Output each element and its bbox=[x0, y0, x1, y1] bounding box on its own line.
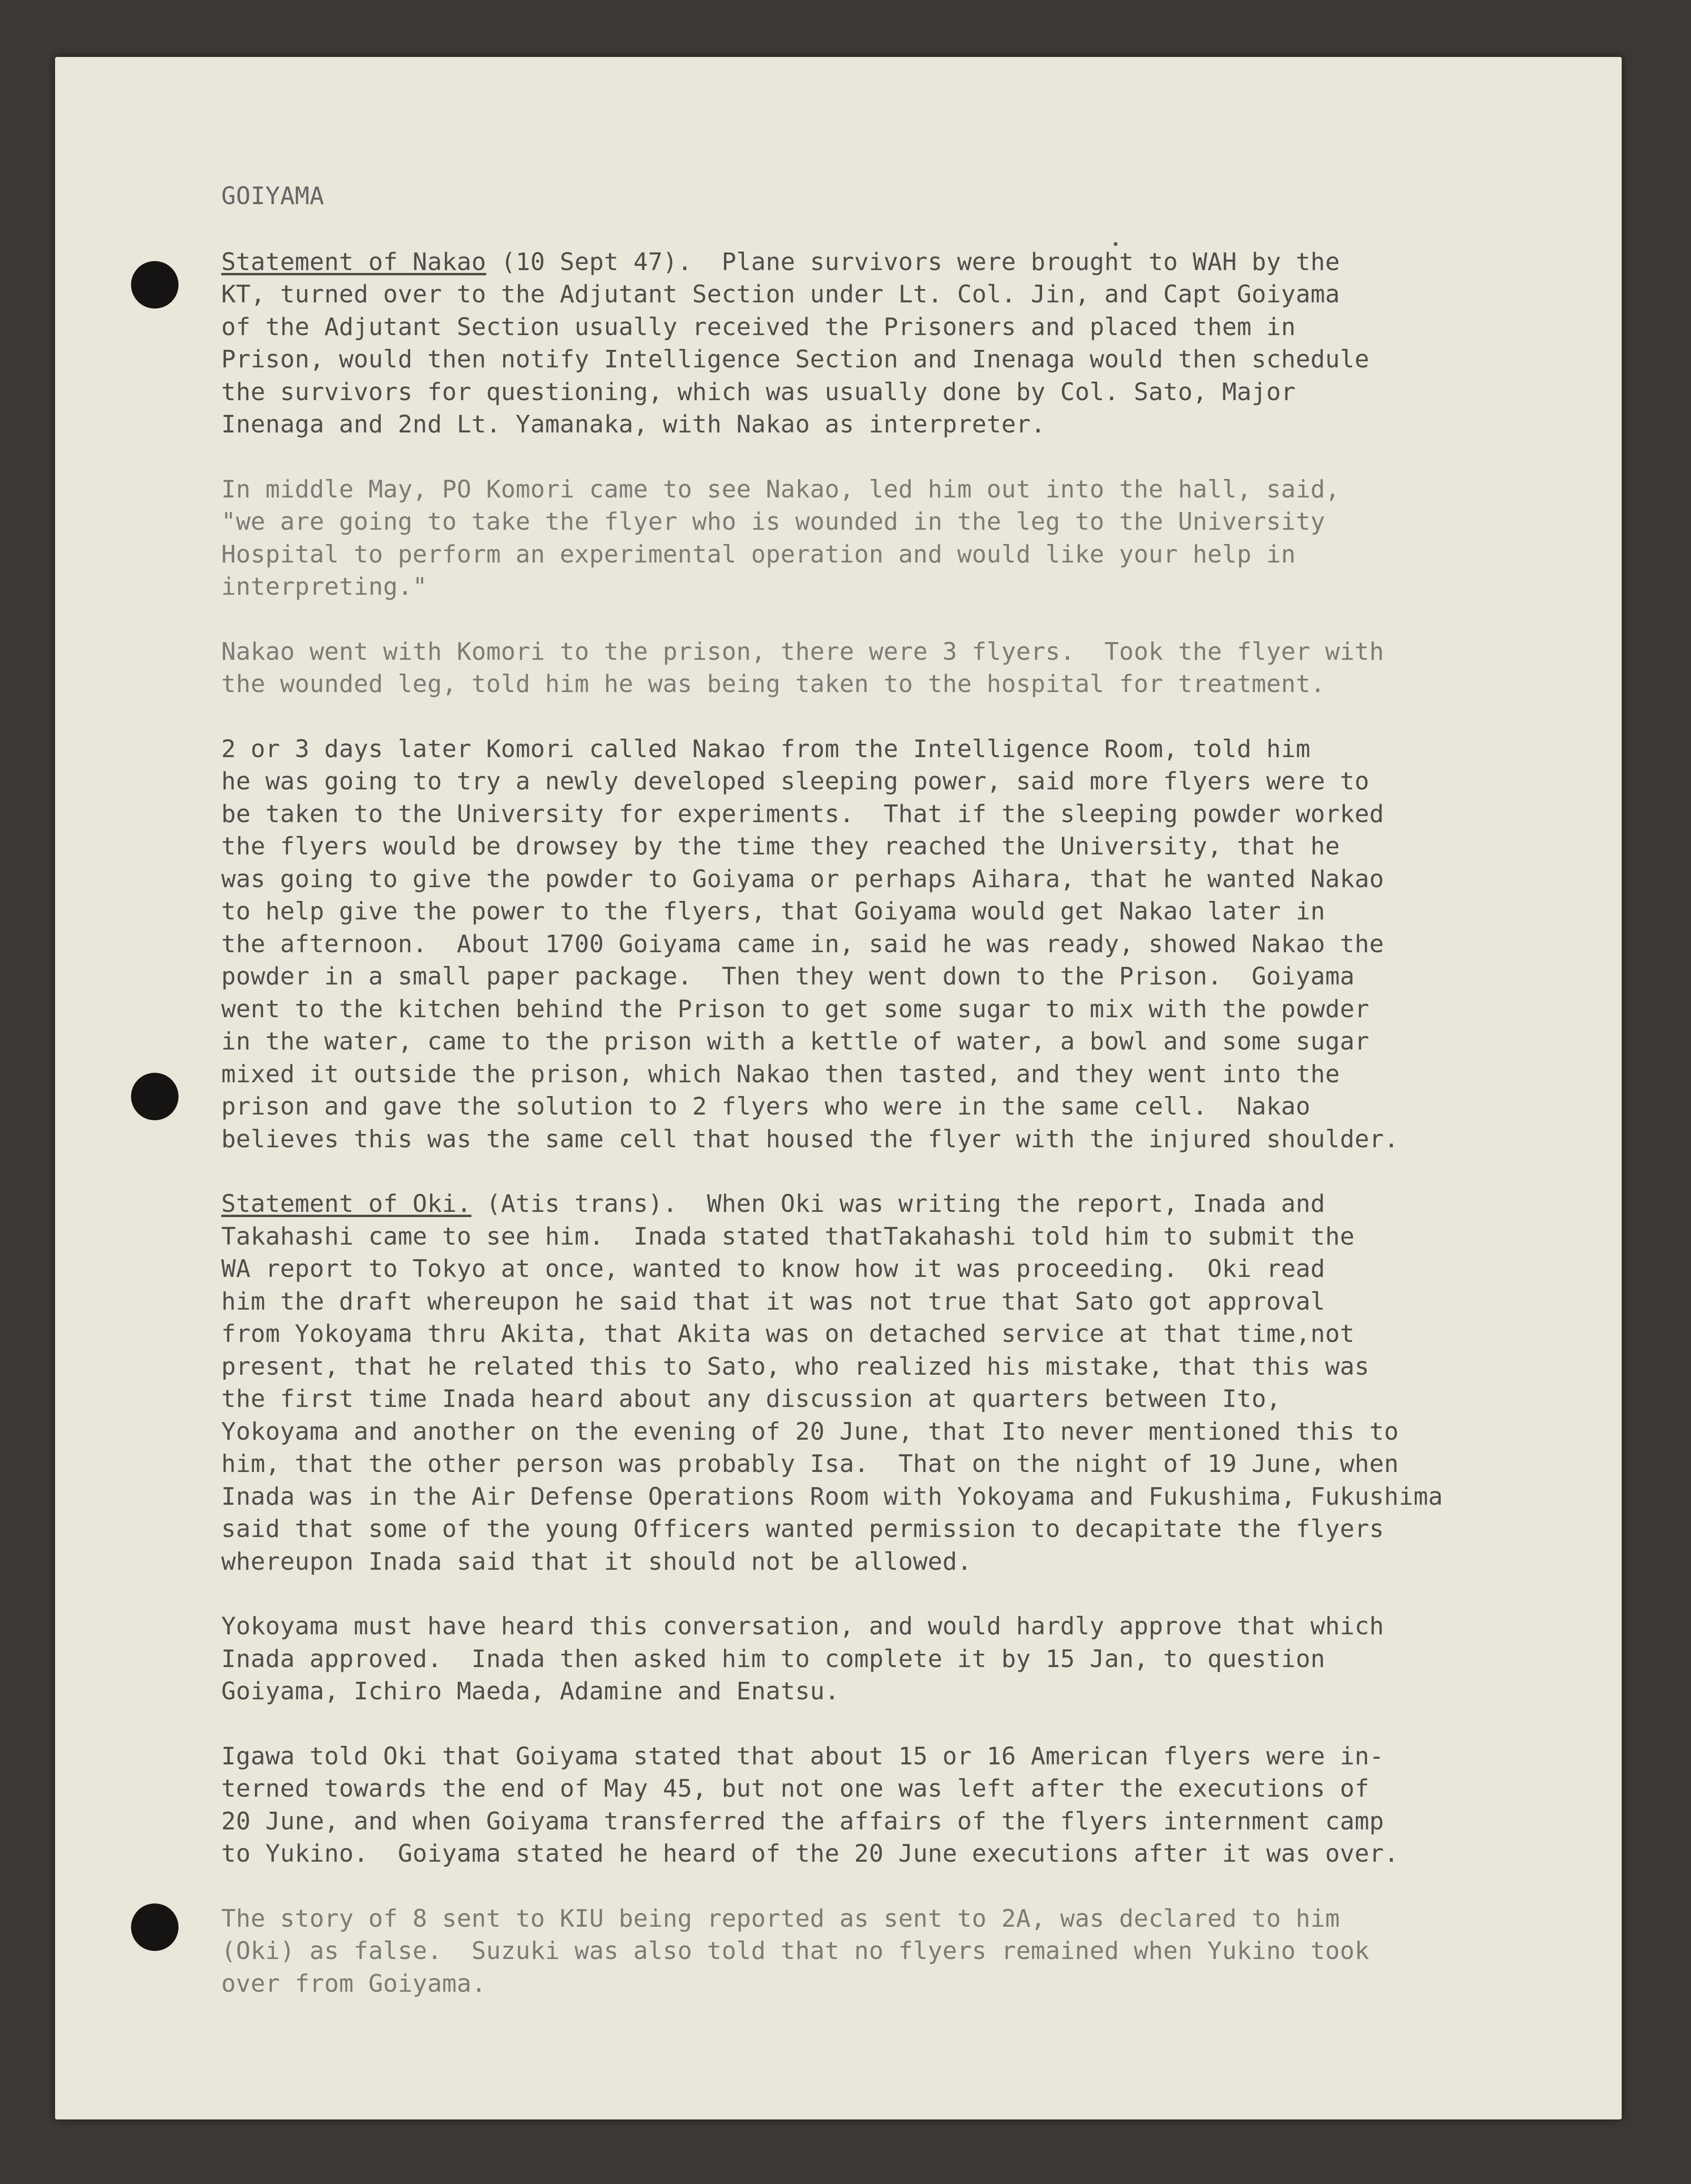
paragraph bbox=[221, 246, 1588, 441]
text-line: WA report to Tokyo at once, wanted to know how it was proceeding. Oki read bbox=[221, 1255, 1325, 1283]
punch-hole bbox=[131, 1903, 178, 1951]
text-line: powder in a small paper package. Then they went down to the Prison. Goiyama bbox=[221, 963, 1355, 991]
text-line: said that some of the young Officers wanted permission to decapitate the flyers bbox=[221, 1515, 1384, 1543]
text-line: Inenaga and 2nd Lt. Yamanaka, with Nakao as interpreter. bbox=[221, 411, 1046, 439]
document-page bbox=[55, 57, 1622, 2119]
text-line: of the Adjutant Section usually received the Prisoners and placed them in bbox=[221, 313, 1296, 341]
paragraph bbox=[221, 1188, 1588, 1578]
text-line: 20 June, and when Goiyama transferred the affairs of the flyers internment camp bbox=[221, 1807, 1384, 1836]
text-line: terned towards the end of May 45, but not one was left after the executions of bbox=[221, 1775, 1370, 1803]
text-line: the first time Inada heard about any discussion at quarters between Ito, bbox=[221, 1385, 1281, 1413]
text-line: mixed it outside the prison, which Nakao then tasted, and they went into the bbox=[221, 1060, 1340, 1088]
text-line: In middle May, PO Komori came to see Nakao, led him out into the hall, said, bbox=[221, 475, 1340, 504]
text-line: interpreting." bbox=[221, 573, 428, 601]
text-line: 2 or 3 days later Komori called Nakao from the Intelligence Room, told him bbox=[221, 735, 1311, 763]
text-line: from Yokoyama thru Akita, that Akita was on detached service at that time,not bbox=[221, 1320, 1355, 1348]
text-line: the afternoon. About 1700 Goiyama came in, said he was ready, showed Nakao the bbox=[221, 930, 1384, 958]
punch-hole bbox=[131, 261, 178, 309]
paragraph bbox=[221, 1903, 1588, 2001]
text-line: Hospital to perform an experimental operation and would like your help in bbox=[221, 540, 1296, 569]
text-line: "we are going to take the flyer who is wounded in the leg to the University bbox=[221, 508, 1325, 536]
text-line: went to the kitchen behind the Prison to get some sugar to mix with the powder bbox=[221, 995, 1370, 1023]
text-line: the wounded leg, told him he was being taken to the hospital for treatment. bbox=[221, 670, 1325, 698]
text-line: in the water, came to the prison with a kettle of water, a bowl and some sugar bbox=[221, 1028, 1370, 1056]
text-line: whereupon Inada said that it should not be allowed. bbox=[221, 1547, 972, 1576]
line-text: (Atis trans). When Oki was writing the report, Inada and bbox=[471, 1190, 1325, 1218]
text-line: Goiyama, Ichiro Maeda, Adamine and Enatsu. bbox=[221, 1678, 840, 1706]
paragraph bbox=[221, 1611, 1588, 1708]
text-line: the survivors for questioning, which was usually done by Col. Sato, Major bbox=[221, 378, 1296, 406]
text-line: Inada approved. Inada then asked him to complete it by 15 Jan, to question bbox=[221, 1645, 1325, 1673]
page-title: GOIYAMA bbox=[221, 182, 325, 210]
section-heading: Statement of Oki. bbox=[221, 1190, 472, 1218]
text-line: prison and gave the solution to 2 flyers who were in the same cell. Nakao bbox=[221, 1093, 1311, 1121]
text-line: Takahashi came to see him. Inada stated thatTakahashi told him to submit the bbox=[221, 1222, 1355, 1251]
text-line: Yokoyama and another on the evening of 20 June, that Ito never mentioned this to bbox=[221, 1417, 1399, 1446]
text-line bbox=[221, 1188, 1588, 1221]
text-line: he was going to try a newly developed sleeping power, said more flyers were to bbox=[221, 768, 1370, 796]
line-text: (10 Sept 47). Plane survivors were brought to WAH by the bbox=[486, 248, 1340, 276]
punch-hole bbox=[131, 1073, 178, 1120]
text-line: Igawa told Oki that Goiyama stated that about 15 or 16 American flyers were in- bbox=[221, 1742, 1384, 1771]
section-heading: Statement of Nakao bbox=[221, 248, 487, 276]
paragraph bbox=[221, 474, 1588, 604]
text-line: him, that the other person was probably Isa. That on the night of 19 June, when bbox=[221, 1450, 1399, 1478]
text-line: him the draft whereupon he said that it was not true that Sato got approval bbox=[221, 1287, 1325, 1316]
text-line: The story of 8 sent to KIU being reported as sent to 2A, was declared to him bbox=[221, 1904, 1340, 1933]
text-line: KT, turned over to the Adjutant Section under Lt. Col. Jin, and Capt Goiyama bbox=[221, 281, 1340, 309]
text-line: Prison, would then notify Intelligence Section and Inenaga would then schedule bbox=[221, 346, 1370, 374]
text-line: over from Goiyama. bbox=[221, 1969, 487, 1998]
text-line: was going to give the powder to Goiyama or perhaps Aihara, that he wanted Nakao bbox=[221, 865, 1384, 893]
text-line: Nakao went with Komori to the prison, there were 3 flyers. Took the flyer with bbox=[221, 637, 1384, 666]
typed-text bbox=[221, 180, 1588, 2033]
paragraph bbox=[221, 636, 1588, 701]
text-line: Inada was in the Air Defense Operations Room with Yokoyama and Fukushima, Fukushima bbox=[221, 1482, 1443, 1511]
text-line bbox=[221, 246, 1588, 279]
text-line: (Oki) as false. Suzuki was also told that no flyers remained when Yukino took bbox=[221, 1937, 1370, 1965]
paragraph bbox=[221, 733, 1588, 1156]
text-line: to help give the power to the flyers, that Goiyama would get Nakao later in bbox=[221, 898, 1325, 926]
text-line: to Yukino. Goiyama stated he heard of the 20 June executions after it was over. bbox=[221, 1840, 1399, 1868]
text-line: believes this was the same cell that housed the flyer with the injured shoulder. bbox=[221, 1125, 1399, 1153]
text-line: present, that he related this to Sato, who realized his mistake, that this was bbox=[221, 1352, 1370, 1381]
text-line: the flyers would be drowsey by the time they reached the University, that he bbox=[221, 833, 1340, 861]
text-line: Yokoyama must have heard this conversation, and would hardly approve that which bbox=[221, 1612, 1384, 1640]
text-line: be taken to the University for experiments. That if the sleeping powder worked bbox=[221, 800, 1384, 828]
paragraph bbox=[221, 1741, 1588, 1871]
